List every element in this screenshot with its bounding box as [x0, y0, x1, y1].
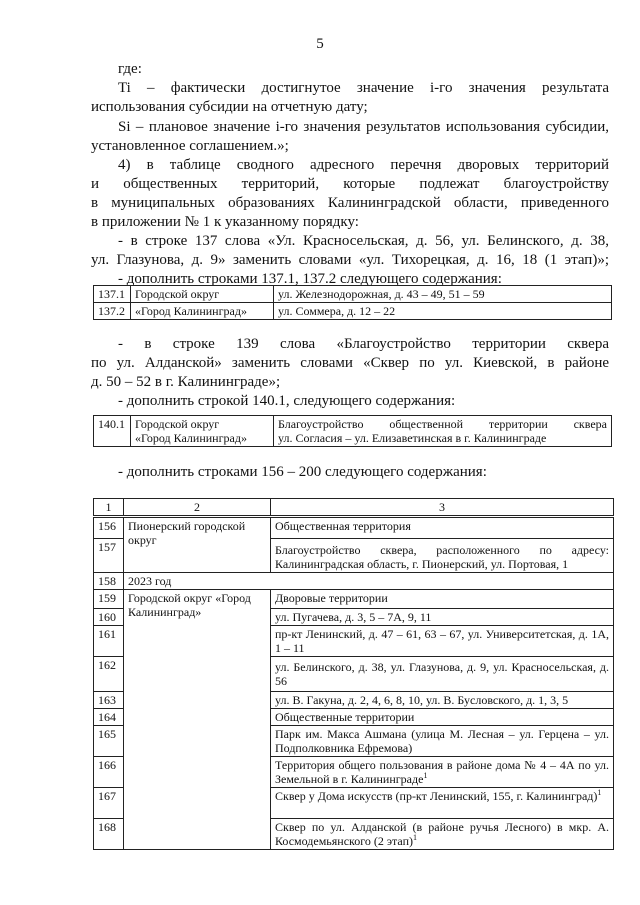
row-address: ул. Железнодорожная, д. 43 – 49, 51 – 59: [274, 286, 612, 303]
footnote-mark: 1: [413, 833, 418, 842]
row-org: Городской округ: [131, 286, 274, 303]
row-text-line: Благоустройство общественной территории сквера: [278, 417, 607, 431]
row-org: «Город Калининград»: [131, 303, 274, 320]
column-header: 2: [124, 499, 271, 517]
text-line: Si – плановое значение i-го значения результатов использования субсидии,: [118, 119, 609, 135]
text-line: - дополнить строкой 140.1, следующего содержания:: [118, 393, 456, 409]
row-number: 165: [94, 726, 124, 757]
text-line: - дополнить строками 137.1, 137.2 следующего содержания:: [118, 271, 502, 287]
row-text-content: Сквер по ул. Алданской (в районе ручья Лесного) в мкр. А. Космодемьянского (2 этап): [275, 820, 609, 848]
column-header: 1: [94, 499, 124, 517]
text-line: ул. Глазунова, д. 9» заменить словами «ул. Тихорецкая, д. 16, 18 (1 этап)»;: [91, 252, 609, 268]
row-text-content: Территория общего пользования в районе дома № 4 – 4А по ул. Земельной в г. Калининграде: [275, 758, 609, 786]
row-text: Парк им. Макса Ашмана (улица М. Лесная – ул. Герцена – ул. Подполковника Ефремова): [271, 726, 614, 757]
table-row: [94, 286, 612, 303]
row-text: Общественные территории: [271, 709, 614, 726]
row-text: [271, 757, 614, 788]
text-line: использования субсидии на отчетную дату;: [91, 99, 368, 115]
column-header: 3: [271, 499, 614, 517]
text-line: и общественных территорий, которые подлежат благоустройству: [91, 176, 609, 192]
text-line: - в строке 137 слова «Ул. Красносельская, д. 56, ул. Белинского, д. 38,: [118, 233, 609, 249]
text-line: в муниципальных образованиях Калининградской области, приведенного: [91, 195, 609, 211]
text-line: где:: [118, 61, 142, 77]
row-text-content: Сквер у Дома искусств (пр-кт Ленинский, 155, г. Калининград): [275, 789, 598, 803]
row-text: Благоустройство сквера, расположенного по адресу: Калининградская область, г. Пионерский, ул. Портовая, 1: [271, 539, 614, 573]
row-text: пр-кт Ленинский, д. 47 – 61, 63 – 67, ул. Университетская, д. 1А, 1 – 11: [271, 626, 614, 657]
row-number: 159: [94, 590, 124, 609]
row-org-line: «Город Калининград»: [135, 431, 247, 445]
row-number: 162: [94, 657, 124, 692]
footnote-mark: 1: [423, 771, 428, 780]
table-rows-156-200: [93, 498, 614, 850]
row-org-line: Городской округ: [135, 417, 220, 431]
row-org: [131, 416, 274, 447]
row-text: Дворовые территории: [271, 590, 614, 609]
row-number: 157: [94, 539, 124, 573]
row-year: 2023 год: [124, 573, 614, 590]
row-number: 164: [94, 709, 124, 726]
text-line: - дополнить строками 156 – 200 следующего содержания:: [118, 464, 487, 480]
table-row: [94, 573, 614, 590]
row-org: Городской округ «Город Калининград»: [124, 590, 271, 850]
row-number: 160: [94, 609, 124, 626]
row-text: ул. Пугачева, д. 3, 5 – 7А, 9, 11: [271, 609, 614, 626]
table-row: [94, 590, 614, 609]
row-number: 140.1: [94, 416, 131, 447]
text-line: по ул. Алданской» заменить словами «Сквер по ул. Киевской, в районе: [91, 355, 609, 371]
row-number: 167: [94, 788, 124, 819]
text-line: д. 50 – 52 в г. Калининграде»;: [91, 374, 281, 390]
row-number: 137.2: [94, 303, 131, 320]
text-line: установленное соглашением.»;: [91, 138, 289, 154]
table-rows-137: [93, 285, 612, 320]
table-row: [94, 303, 612, 320]
row-org: Пионерский городской округ: [124, 517, 271, 573]
row-number: 163: [94, 692, 124, 709]
table-row-140-1: [93, 415, 612, 447]
row-text: Общественная территория: [271, 517, 614, 539]
text-line: - в строке 139 слова «Благоустройство территории сквера: [118, 336, 609, 352]
row-text: ул. В. Гакуна, д. 2, 4, 6, 8, 10, ул. В. Бусловского, д. 1, 3, 5: [271, 692, 614, 709]
text-line: 4) в таблице сводного адресного перечня дворовых территорий: [118, 157, 609, 173]
text-line: Ti – фактически достигнутое значение i-го значения результата: [118, 80, 609, 96]
row-number: 168: [94, 819, 124, 850]
table-header-row: [94, 499, 614, 517]
row-text: [271, 788, 614, 819]
row-number: 137.1: [94, 286, 131, 303]
row-text: [271, 819, 614, 850]
row-text: ул. Белинского, д. 38, ул. Глазунова, д. 9, ул. Красносельская, д. 56: [271, 657, 614, 692]
table-row: [94, 416, 612, 447]
row-number: 158: [94, 573, 124, 590]
row-address: ул. Соммера, д. 12 – 22: [274, 303, 612, 320]
footnote-mark: 1: [597, 788, 602, 797]
row-number: 166: [94, 757, 124, 788]
page-number: 5: [316, 36, 324, 52]
table-row: [94, 517, 614, 539]
row-text-line: ул. Согласия – ул. Елизаветинская в г. Калининграде: [278, 431, 547, 445]
row-text: [274, 416, 612, 447]
row-number: 156: [94, 517, 124, 539]
text-line: в приложении № 1 к указанному порядку:: [91, 214, 359, 230]
row-number: 161: [94, 626, 124, 657]
